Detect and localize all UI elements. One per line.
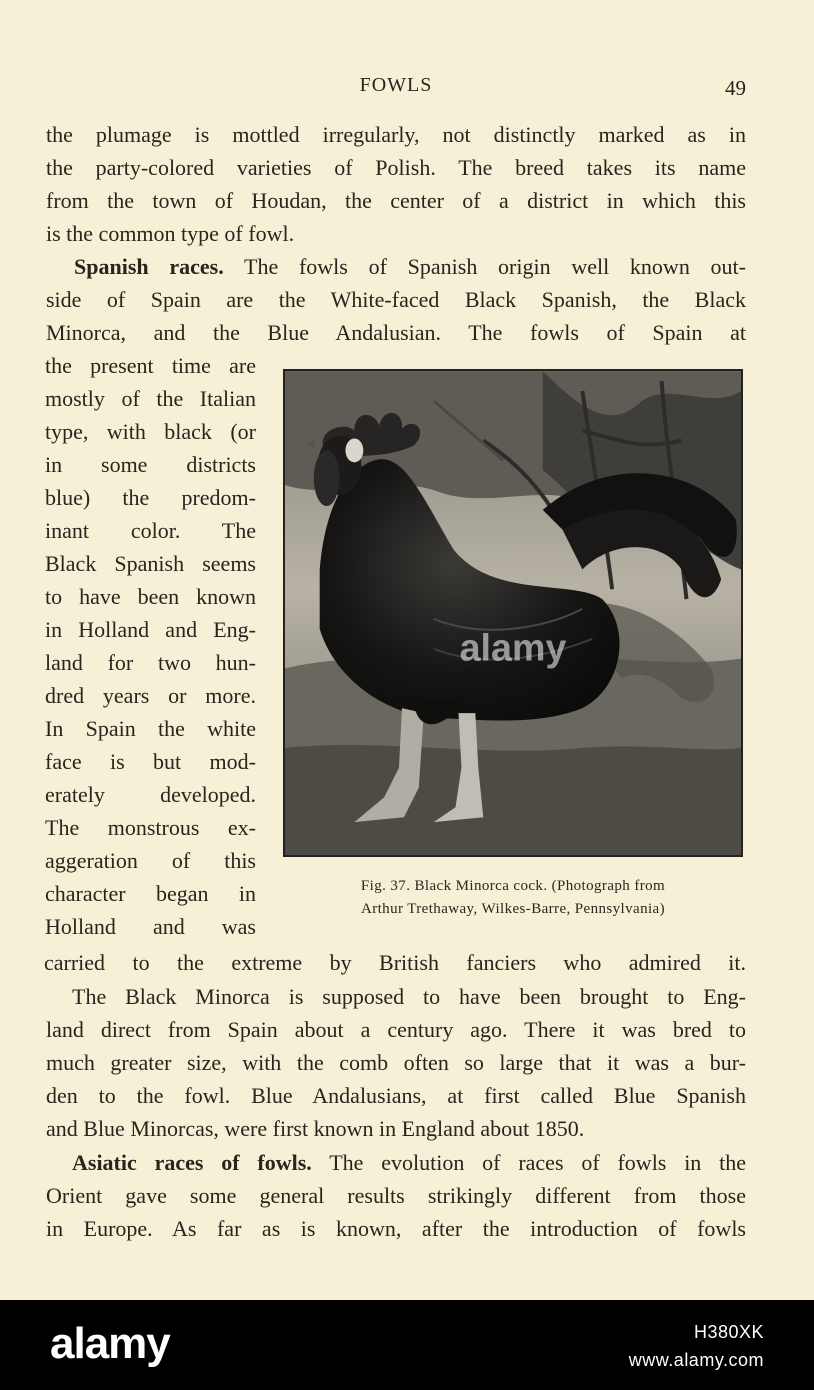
wrap-line: The monstrous ex- bbox=[45, 815, 256, 840]
wrap-line: to have been known bbox=[45, 584, 256, 609]
body-line: much greater size, with the comb often so large that it was a bur- bbox=[46, 1050, 746, 1075]
image-code: H380XK bbox=[693, 1322, 764, 1342]
body-line: and Blue Minorcas, were first known in England about 1850. bbox=[46, 1116, 585, 1141]
site-url: www.alamy.com bbox=[628, 1350, 764, 1370]
body-line: Minorca, and the Blue Andalusian. The fowls of Spain at bbox=[46, 320, 746, 345]
wrap-line: in Holland and Eng- bbox=[45, 617, 256, 642]
wrap-line: character began in bbox=[45, 881, 256, 906]
section-heading-asiatic: Asiatic races of fowls. bbox=[72, 1150, 312, 1175]
wrap-line: type, with black (or bbox=[45, 419, 256, 444]
wrap-line: the present time are bbox=[45, 353, 256, 378]
wrap-line: blue) the predom- bbox=[45, 485, 256, 510]
wrap-line: Black Spanish seems bbox=[45, 551, 256, 576]
stock-footer-bar bbox=[0, 1300, 814, 1390]
wrap-line: Holland and was bbox=[45, 914, 256, 939]
wrap-line: face is but mod- bbox=[45, 749, 256, 774]
wrap-line: inant color. The bbox=[45, 518, 256, 543]
body-line: den to the fowl. Blue Andalusians, at first called Blue Spanish bbox=[46, 1083, 746, 1108]
body-line: The Black Minorca is supposed to have been brought to Eng- bbox=[72, 984, 746, 1009]
rooster-illustration-svg bbox=[285, 371, 741, 855]
body-line: the party-colored varieties of Polish. The breed takes its name bbox=[46, 155, 746, 180]
wrap-line: land for two hun- bbox=[45, 650, 256, 675]
body-line: from the town of Houdan, the center of a district in which this bbox=[46, 188, 746, 213]
page-number: 49 bbox=[725, 76, 746, 100]
body-line: is the common type of fowl. bbox=[46, 221, 295, 246]
running-head bbox=[0, 72, 814, 100]
wrap-line: erately developed. bbox=[45, 782, 256, 807]
rooster-illustration bbox=[283, 369, 743, 857]
running-title: FOWLS bbox=[359, 74, 433, 96]
wrap-line: In Spain the white bbox=[45, 716, 256, 741]
figure-caption-line-1: Fig. 37. Black Minorca cock. (Photograph from bbox=[360, 878, 666, 894]
body-line: the plumage is mottled irregularly, not distinctly marked as in bbox=[46, 122, 746, 147]
alamy-logo: alamy bbox=[50, 1319, 170, 1368]
figure-caption-line-2: Arthur Trethaway, Wilkes-Barre, Pennsylvania) bbox=[360, 901, 665, 917]
asiatic-first-line bbox=[72, 1146, 746, 1179]
spanish-first-line bbox=[74, 250, 746, 283]
body-line: side of Spain are the White-faced Black Spanish, the Black bbox=[46, 287, 746, 312]
wrap-line: aggeration of this bbox=[45, 848, 256, 873]
body-line: land direct from Spain about a century ago. There it was bred to bbox=[46, 1017, 746, 1042]
body-line: in Europe. As far as is known, after the introduction of fowls bbox=[46, 1216, 746, 1241]
section-heading-spanish: Spanish races. bbox=[74, 254, 224, 279]
wrap-line: in some districts bbox=[45, 452, 256, 477]
body-line: carried to the extreme by British fanciers who admired it. bbox=[44, 950, 746, 975]
body-text: The fowls of Spanish origin well known out- bbox=[223, 254, 746, 279]
wrap-line: mostly of the Italian bbox=[45, 386, 256, 411]
wrap-line: dred years or more. bbox=[45, 683, 256, 708]
body-text: The evolution of races of fowls in the bbox=[311, 1150, 746, 1175]
watermark-text: alamy bbox=[459, 626, 567, 669]
body-line: Orient gave some general results strikingly different from those bbox=[46, 1183, 746, 1208]
